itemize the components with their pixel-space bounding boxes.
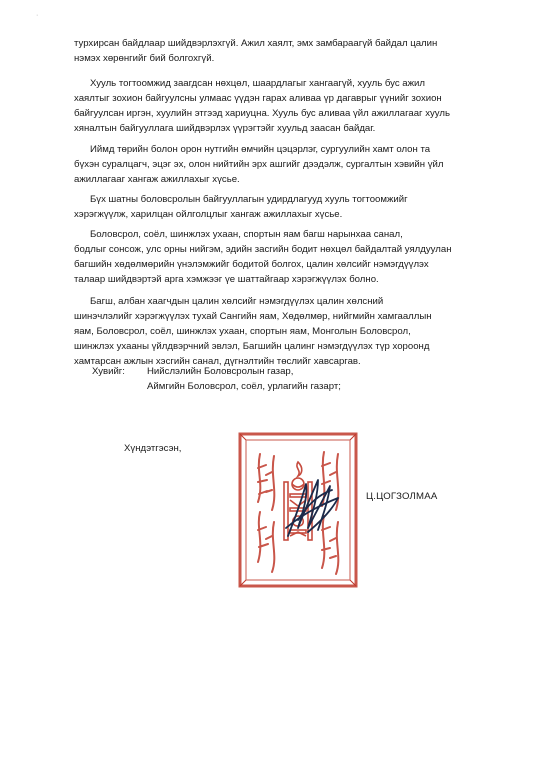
paragraph-line: турхирсан байдлаар шийдвэрлэхгүй. Ажил хаялт, эмх замбараагүй байдал цалин: [74, 38, 438, 49]
copy-to-recipient-2: Аймгийн Боловсрол, соёл, урлагийн газарт;: [147, 381, 341, 392]
paragraph-line: бүхэн суралцагч, эцэг эх, олон нийтийн эрх ашгийг дээдэлж, сургалтын хэвийн үйл: [74, 159, 444, 170]
paragraph-line: багшийн хөдөлмөрийн үнэлэмжийг бодитой болгох, цалин хөлсийг нэмэгдүүлэх: [74, 259, 429, 270]
paragraph-line: бодлыг сонсож, улс орны нийгэм, эдийн засгийн бодит нөхцөл байдалтай уялдуулан: [74, 244, 452, 255]
copy-to-block: [92, 364, 341, 394]
corner-mark: ·: [36, 12, 39, 19]
paragraph-2: [74, 76, 476, 136]
paragraph-line: Бүх шатны боловсролын байгууллагын удирдлагууд хууль тогтоомжийг: [90, 194, 408, 205]
paragraph-line: Багш, албан хаагчдын цалин хөлсийг нэмэгдүүлэх цалин хөлсний: [90, 296, 384, 307]
paragraph-line: байгуулсан иргэн, хуулийн этгээд хариуцна. Хууль бус аливаа үйл ажиллагааг хууль: [74, 108, 450, 119]
copy-to-label: Хувийг:: [92, 366, 125, 377]
paragraph-1: [74, 36, 476, 66]
signer-name: Ц.ЦОГЗОЛМАА: [366, 491, 438, 502]
paragraph-line: хэрэгжүүлж, харилцан ойлголцлыг хангаж ажиллахыг хүсье.: [74, 209, 343, 220]
paragraph-line: Боловсрол, соёл, шинжлэх ухаан, спортын яам багш нарынхаа санал,: [90, 229, 403, 240]
paragraph-5: [74, 227, 476, 287]
paragraph-line: шинэчлэлийг хэрэгжүүлэх тухай Сангийн яам, Хөдөлмөр, нийгмийн хамгааллын: [74, 311, 432, 322]
paragraph-line: ажиллагааг хангаж ажиллахыг хүсье.: [74, 174, 240, 185]
paragraph-4: [74, 192, 476, 222]
paragraph-line: талаар шийдвэртэй арга хэмжээг үе шаттайгаар хэрэгжүүлэх болно.: [74, 274, 379, 285]
closing-greeting: Хүндэтгэсэн,: [124, 443, 182, 454]
paragraph-line: хяналтын байгууллага шийдвэрлэх үүрэгтэйг хуульд заасан байдаг.: [74, 123, 376, 134]
copy-to-recipient-1: Нийслэлийн Боловсролын газар,: [147, 366, 294, 377]
official-seal-stamp: [238, 432, 358, 588]
paragraph-6: [74, 294, 476, 369]
paragraph-line: яам, Боловсрол, соёл, шинжлэх ухаан, спортын яам, Монголын Боловсрол,: [74, 326, 411, 337]
paragraph-line: Хууль тогтоомжид заагдсан нөхцөл, шаардлагыг хангаагүй, хууль бус ажил: [90, 78, 425, 89]
paragraph-line: шинжлэх ухааны үйлдвэрчний эвлэл, Багшийн цалинг нэмэгдүүлэх түр хороонд: [74, 341, 430, 352]
paragraph-line: хаялтыг зохион байгуулсны улмаас үүдэн гарах аливаа үр дагаврыг үүнийг зохион: [74, 93, 442, 104]
paragraph-line: хамтарсан ажлын хэсгийн санал, дүгнэлтийн төслийг хавсаргав.: [74, 356, 361, 367]
paragraph-line: нэмэх хөрөнгийг бий болгохгүй.: [74, 53, 215, 64]
paragraph-3: [74, 142, 476, 187]
paragraph-line: Иймд төрийн болон орон нутгийн өмчийн цэцэрлэг, сургуулийн хамт олон та: [90, 144, 431, 155]
